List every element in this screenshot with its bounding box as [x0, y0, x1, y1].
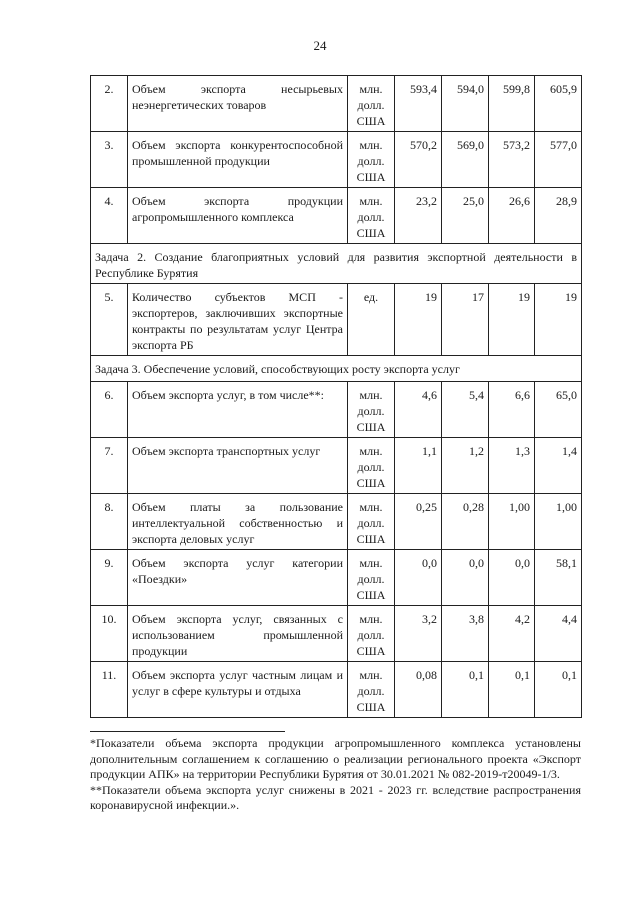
indicator-value: 3,8	[442, 606, 489, 662]
task-row	[91, 356, 582, 382]
indicator-name: Объем экспорта несырьевых неэнергетических товаров	[128, 76, 348, 132]
table-body	[91, 76, 582, 718]
indicator-value: 65,0	[535, 382, 582, 438]
indicator-value: 0,0	[489, 550, 535, 606]
unit-of-measure: млн. долл. США	[348, 132, 395, 188]
table-row	[91, 188, 582, 244]
indicator-value: 0,1	[442, 662, 489, 718]
row-number: 11.	[91, 662, 128, 718]
indicator-name: Объем экспорта продукции агропромышленного комплекса	[128, 188, 348, 244]
footnote-1: *Показатели объема экспорта продукции агропромышленного комплекса установлены дополнительным соглашением к соглашению о реализации регионального проекта «Экспорт продукции АПК» на территории Республики Бурятия от 30.01.2021 № 082-2019-т20049-1/3.	[90, 736, 581, 781]
indicator-value: 28,9	[535, 188, 582, 244]
indicator-value: 0,08	[395, 662, 442, 718]
indicator-value: 23,2	[395, 188, 442, 244]
table-row	[91, 494, 582, 550]
indicator-value: 594,0	[442, 76, 489, 132]
table-row	[91, 132, 582, 188]
indicator-value: 1,00	[489, 494, 535, 550]
row-number: 2.	[91, 76, 128, 132]
footnote-divider	[90, 731, 285, 732]
indicator-value: 5,4	[442, 382, 489, 438]
table-row	[91, 284, 582, 356]
task-heading: Задача 2. Создание благоприятных условий для развития экспортной деятельности в Республике Бурятия	[91, 244, 582, 284]
indicator-value: 0,28	[442, 494, 489, 550]
indicator-value: 0,1	[489, 662, 535, 718]
table-row	[91, 606, 582, 662]
indicator-value: 58,1	[535, 550, 582, 606]
indicator-value: 1,2	[442, 438, 489, 494]
indicator-value: 25,0	[442, 188, 489, 244]
table-row	[91, 662, 582, 718]
row-number: 4.	[91, 188, 128, 244]
unit-of-measure: млн. долл. США	[348, 382, 395, 438]
indicator-name: Объем экспорта услуг, связанных с использованием промышленной продукции	[128, 606, 348, 662]
unit-of-measure: млн. долл. США	[348, 606, 395, 662]
indicator-name: Объем экспорта услуг, в том числе**:	[128, 382, 348, 438]
indicator-value: 569,0	[442, 132, 489, 188]
table-row	[91, 382, 582, 438]
indicator-value: 6,6	[489, 382, 535, 438]
indicator-value: 0,25	[395, 494, 442, 550]
indicator-name: Объем экспорта услуг категории «Поездки»	[128, 550, 348, 606]
unit-of-measure: млн. долл. США	[348, 188, 395, 244]
indicator-value: 1,4	[535, 438, 582, 494]
table-row	[91, 550, 582, 606]
indicator-name: Объем экспорта конкурентоспособной промышленной продукции	[128, 132, 348, 188]
indicator-value: 4,6	[395, 382, 442, 438]
indicator-value: 0,0	[442, 550, 489, 606]
row-number: 5.	[91, 284, 128, 356]
unit-of-measure: млн. долл. США	[348, 494, 395, 550]
indicator-value: 0,1	[535, 662, 582, 718]
indicator-value: 0,0	[395, 550, 442, 606]
footnotes	[90, 736, 581, 814]
indicator-value: 26,6	[489, 188, 535, 244]
task-heading: Задача 3. Обеспечение условий, способствующих росту экспорта услуг	[91, 356, 582, 382]
indicator-value: 3,2	[395, 606, 442, 662]
unit-of-measure: ед.	[348, 284, 395, 356]
unit-of-measure: млн. долл. США	[348, 438, 395, 494]
table-row	[91, 76, 582, 132]
indicator-name: Объем платы за пользование интеллектуальной собственностью и экспорта деловых услуг	[128, 494, 348, 550]
indicator-value: 570,2	[395, 132, 442, 188]
page-number: 24	[313, 38, 327, 53]
indicator-value: 17	[442, 284, 489, 356]
row-number: 8.	[91, 494, 128, 550]
footnote-2: **Показатели объема экспорта услуг снижены в 2021 - 2023 гг. вследствие распространения коронавирусной инфекции.».	[90, 782, 581, 812]
indicator-value: 19	[535, 284, 582, 356]
indicator-value: 1,00	[535, 494, 582, 550]
row-number: 10.	[91, 606, 128, 662]
row-number: 6.	[91, 382, 128, 438]
indicator-value: 605,9	[535, 76, 582, 132]
indicator-value: 577,0	[535, 132, 582, 188]
indicator-value: 573,2	[489, 132, 535, 188]
unit-of-measure: млн. долл. США	[348, 550, 395, 606]
task-row	[91, 244, 582, 284]
row-number: 9.	[91, 550, 128, 606]
indicator-value: 1,1	[395, 438, 442, 494]
indicator-name: Объем экспорта услуг частным лицам и услуг в сфере культуры и отдыха	[128, 662, 348, 718]
indicator-name: Объем экспорта транспортных услуг	[128, 438, 348, 494]
unit-of-measure: млн. долл. США	[348, 76, 395, 132]
indicators-table	[90, 75, 582, 718]
indicator-value: 19	[395, 284, 442, 356]
indicator-value: 1,3	[489, 438, 535, 494]
indicator-value: 4,4	[535, 606, 582, 662]
unit-of-measure: млн. долл. США	[348, 662, 395, 718]
table-row	[91, 438, 582, 494]
indicator-name: Количество субъектов МСП - экспортеров, заключивших экспортные контракты по результатам услуг Центра экспорта РБ	[128, 284, 348, 356]
row-number: 3.	[91, 132, 128, 188]
indicator-value: 4,2	[489, 606, 535, 662]
indicator-value: 19	[489, 284, 535, 356]
indicator-value: 599,8	[489, 76, 535, 132]
indicator-value: 593,4	[395, 76, 442, 132]
row-number: 7.	[91, 438, 128, 494]
